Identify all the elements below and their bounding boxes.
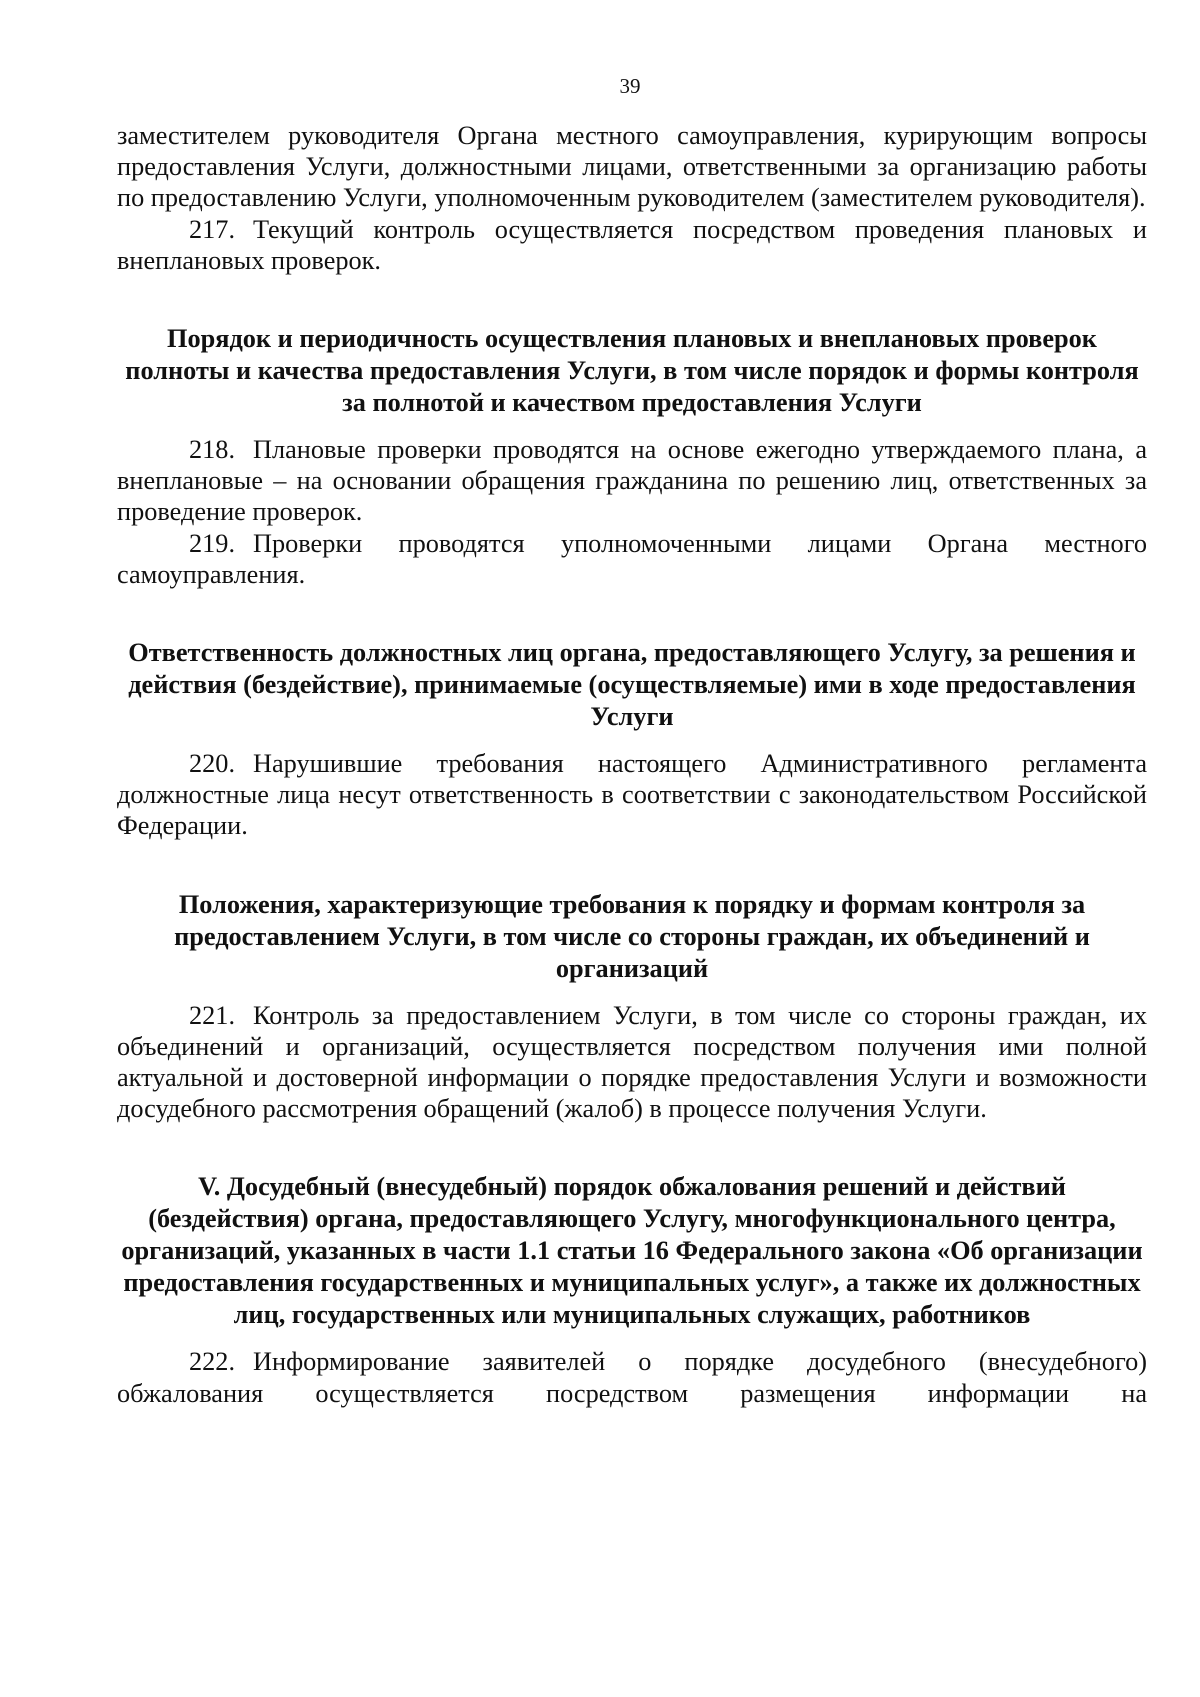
paragraph-221 <box>117 1000 1147 1125</box>
paragraph-220 <box>117 748 1147 842</box>
paragraph-222 <box>117 1346 1147 1408</box>
paragraph-number: 221. <box>189 1000 236 1030</box>
paragraph-number: 217. <box>189 214 236 244</box>
paragraph-number: 220. <box>189 749 236 779</box>
paragraph-217 <box>117 214 1147 276</box>
paragraph-intro: заместителем руководителя Органа местного самоуправления, курирующим вопросы предоставления Услуги, должностными лицами, ответственными за организацию работы по предоставлению Услуги, уполномоченным руководителем (заместителем руководителя). <box>117 121 1147 213</box>
paragraph-number: 222. <box>189 1347 236 1377</box>
section-heading-citizen-control: Положения, характеризующие требования к порядку и формам контроля за предоставлением Услуги, в том числе со стороны граждан, их объединений и организаций <box>174 889 1090 983</box>
paragraph-number: 218. <box>189 435 236 465</box>
paragraph-text: Плановые проверки проводятся на основе ежегодно утверждаемого плана, а внеплановые – на основании обращения гражданина по решению лиц, ответственных за проведение проверок. <box>117 435 1147 527</box>
document-body <box>117 120 1147 1409</box>
section-heading-checks: Порядок и периодичность осуществления плановых и внеплановых проверок полноты и качества предоставления Услуги, в том числе порядок и формы контроля за полнотой и качеством предоставления Услуги <box>125 324 1139 418</box>
page-number: 39 <box>619 74 641 98</box>
section-heading-appeal: V. Досудебный (внесудебный) порядок обжалования решений и действий (бездействия) органа, предоставляющего Услугу, многофункционального центра, организаций, указанных в части 1.1 статьи 16 Федерального закона «Об организации предоставления государственных и муниципальных услуг», а также их должностных лиц, государственных или муниципальных служащих, работников <box>121 1172 1143 1330</box>
section-heading-responsibility: Ответственность должностных лиц органа, предоставляющего Услугу, за решения и действия (бездействие), принимаемые (осуществляемые) ими в ходе предоставления Услуги <box>128 638 1136 732</box>
paragraph-number: 219. <box>189 528 236 558</box>
paragraph-text: Текущий контроль осуществляется посредством проведения плановых и внеплановых проверок. <box>117 214 1147 275</box>
paragraph-219 <box>117 528 1147 590</box>
paragraph-text: Контроль за предоставлением Услуги, в том числе со стороны граждан, их объединений и организаций, осуществляется посредством получения ими полной актуальной и достоверной информации о порядке предоставления Услуги и возможности досудебного рассмотрения обращений (жалоб) в процессе получения Услуги. <box>117 1000 1147 1124</box>
paragraph-text: Информирование заявителей о порядке досудебного (внесудебного) обжалования осуществляется посредством размещения информации на <box>117 1347 1147 1408</box>
paragraph-text: Проверки проводятся уполномоченными лицами Органа местного самоуправления. <box>117 528 1147 589</box>
paragraph-text: Нарушившие требования настоящего Административного регламента должностные лица несут ответственность в соответствии с законодательством Российской Федерации. <box>117 749 1147 841</box>
paragraph-218 <box>117 434 1147 528</box>
